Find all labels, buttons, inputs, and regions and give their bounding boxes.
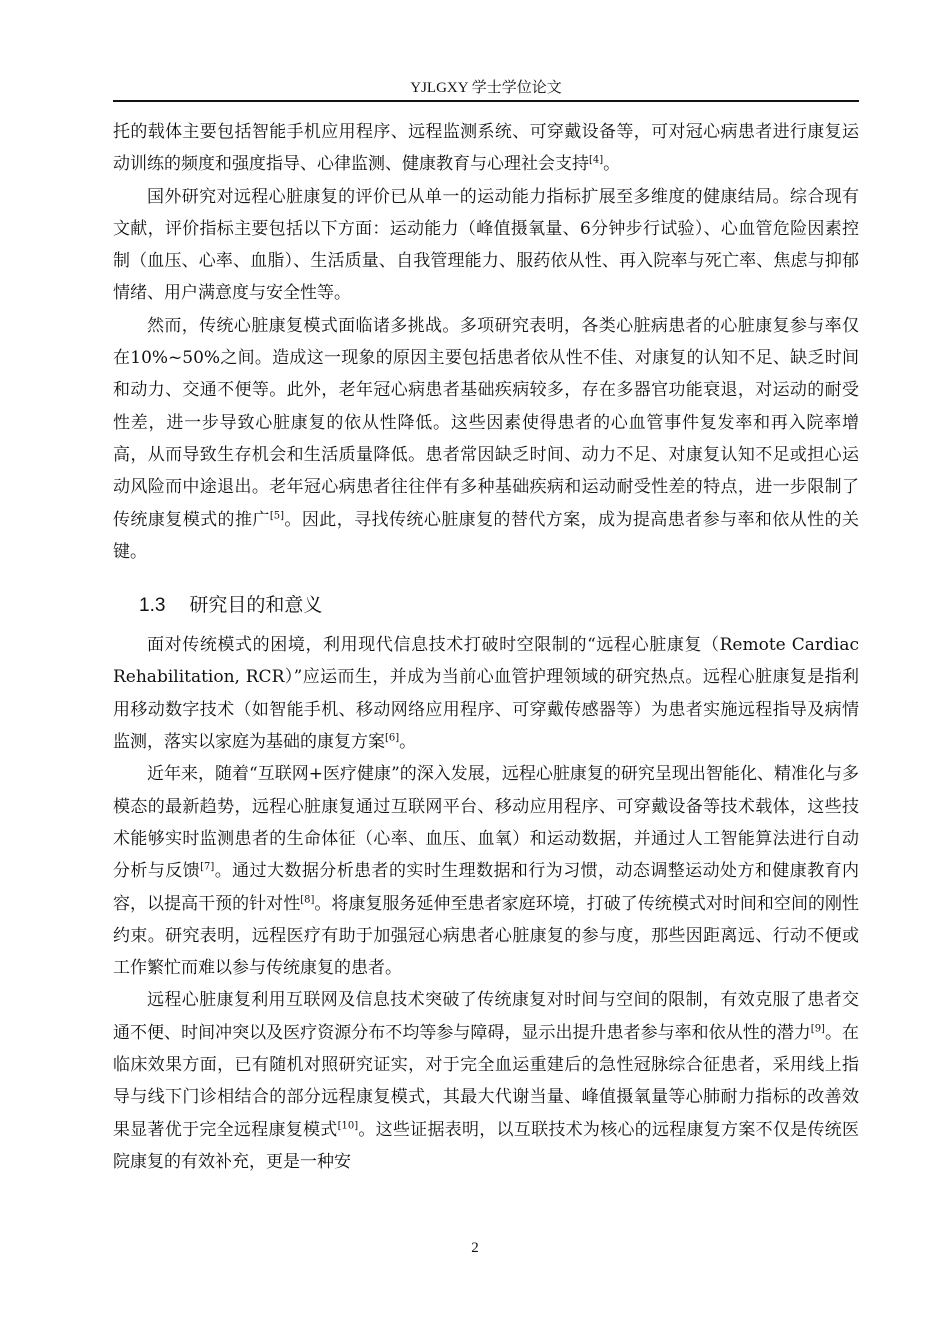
section-heading [113,590,859,621]
paragraph-text: 。通过大数据分析患者的实时生理数据和行为习惯，动态调整运动处方和健康教育内容，以提高干预的针对性 [113,861,860,914]
paragraph-text: 近年来，随着“互联网+医疗健康”的深入发展，远程心脏康复的研究呈现出智能化、精准化与多模态的最新趋势，远程心脏康复通过互联网平台、移动应用程序、可穿戴设备等技术载体，这些技术能够实时监测患者的生命体征（心率、血压、血氧）和运动数据，并通过人工智能算法进行自动分析与反馈 [113,764,859,882]
paragraph-text: 托的载体主要包括智能手机应用程序、远程监测系统、可穿戴设备等，可对冠心病患者进行康复运动训练的频度和强度指导、心律监测、健康教育与心理社会支持 [113,122,859,175]
citation: [5] [269,509,284,521]
citation: [8] [300,893,315,905]
paragraph-text: 。在临床效果方面，已有随机对照研究证实，对于完全血运重建后的急性冠脉综合征患者，采用线上指导与线下门诊相结合的部分远程康复模式，其最大代谢当量、峰值摄氧量等心肺耐力指标的改善效果显著优于完全远程康复模式 [113,1022,860,1140]
citation: [10] [337,1119,359,1131]
citation: [4] [589,154,604,166]
paragraph-text: 。因此，寻找传统心脏康复的替代方案，成为提高患者参与率和依从性的关键。 [113,509,860,562]
paragraph-text: 远程心脏康复利用互联网及信息技术突破了传统康复对时间与空间的限制，有效克服了患者交通不便、时间冲突以及医疗资源分布不均等参与障碍，显示出提升患者参与率和依从性的潜力 [113,990,859,1043]
citation: [6] [385,732,400,744]
paragraph [113,629,859,758]
citation: [9] [810,1023,825,1035]
paragraph-text: 国外研究对远程心脏康复的评价已从单一的运动能力指标扩展至多维度的健康结局。综合现有文献，评价指标主要包括以下方面：运动能力（峰值摄氧量、6分钟步行试验）、心血管危险因素控制（血压、心率、血脂）、生活质量、自我管理能力、服药依从性、再入院率与死亡率、焦虑与抑郁情绪、用户满意度与安全性等。 [113,186,859,304]
paragraph [113,310,859,568]
header-rule [113,100,859,102]
paragraph-text: 。 [603,154,621,175]
paragraph-text: 。 [399,732,417,753]
paragraph [113,181,859,310]
paragraph [113,116,859,181]
running-header: YJLGXY 学士学位论文 [410,80,562,96]
paragraph [113,758,859,984]
paragraph [113,984,859,1178]
paragraph-text: 面对传统模式的困境，利用现代信息技术打破时空限制的“远程心脏康复（Remote Cardiac Rehabilitation, RCR）”应运而生，并成为当前心血管护理领域的研究热点。远程心脏康复是指利用移动数字技术（如智能手机、移动网络应用程序、可穿戴传感器等）为患者实施远程指导及病情监测，落实以家庭为基础的康复方案 [113,635,859,753]
paragraph-text: 。这些证据表明，以互联技术为核心的远程康复方案不仅是传统医院康复的有效补充，更是一种安 [113,1119,860,1172]
section-title: 研究目的和意义 [189,594,323,617]
paragraph-text: 然而，传统心脏康复模式面临诸多挑战。多项研究表明，各类心脏病患者的心脏康复参与率仅在10%~50%之间。造成这一现象的原因主要包括患者依从性不佳、对康复的认知不足、缺乏时间和动力、交通不便等。此外，老年冠心病患者基础疾病较多，存在多器官功能衰退，对运动的耐受性差，进一步导致心脏康复的依从性降低。这些因素使得患者的心血管事件复发率和再入院率增高，从而导致生存机会和生活质量降低。患者常因缺乏时间、动力不足、对康复认知不足或担心运动风险而中途退出。老年冠心病患者往往伴有多种基础疾病和运动耐受性差的特点，进一步限制了传统康复模式的推广 [113,315,859,530]
citation: [7] [200,861,215,873]
body-text [113,116,859,1178]
page-number: 2 [471,1240,479,1256]
section-number: 1.3 [139,595,166,617]
paragraph-text: 。将康复服务延伸至患者家庭环境，打破了传统模式对时间和空间的刚性约束。研究表明，远程医疗有助于加强冠心病患者心脏康复的参与度，那些因距离远、行动不便或工作繁忙而难以参与传统康复的患者。 [113,893,860,979]
